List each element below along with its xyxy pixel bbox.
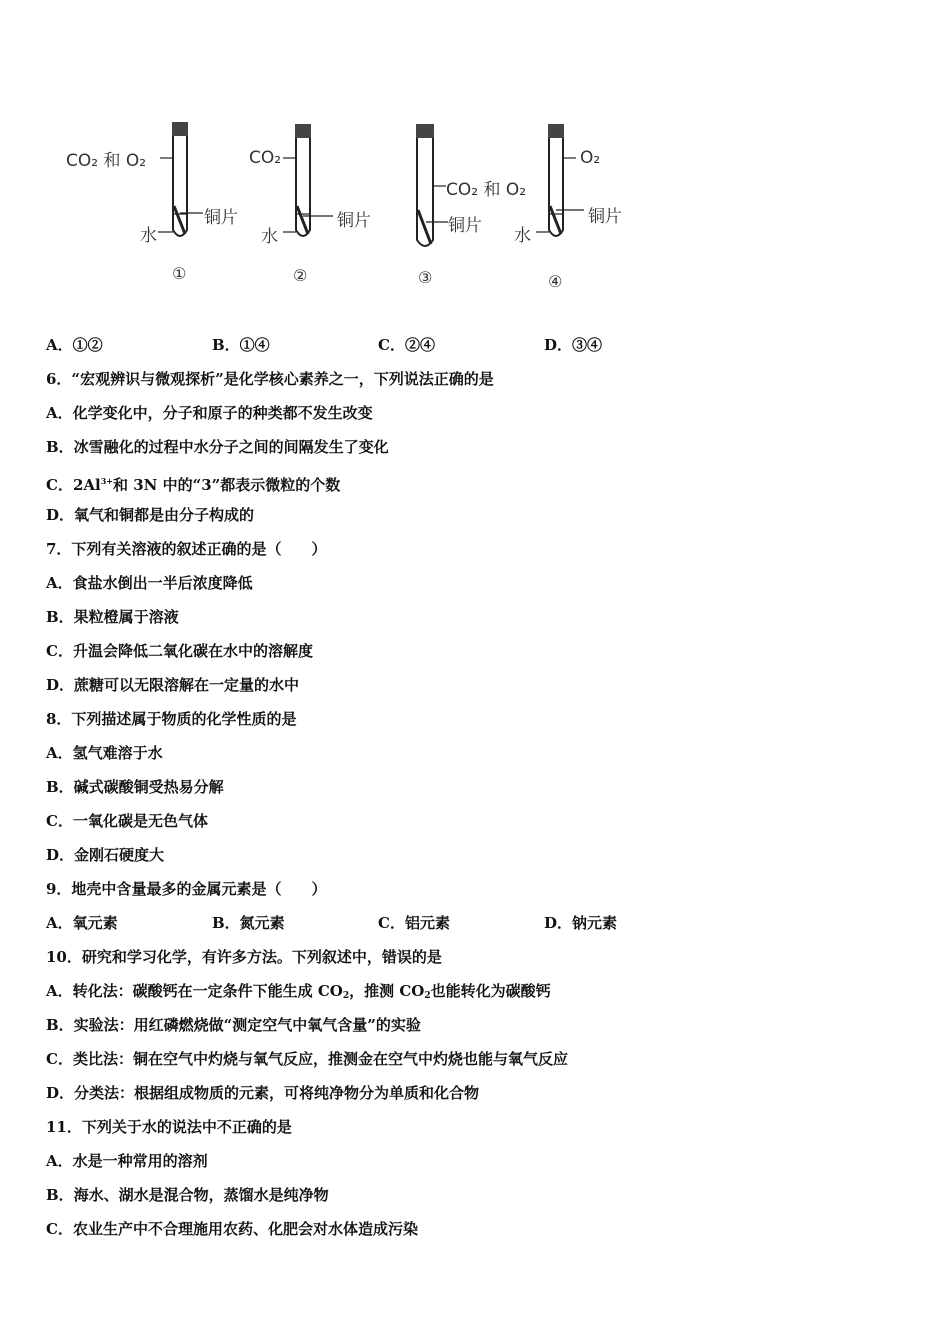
q5-option-c[interactable]: C．②④ bbox=[378, 336, 435, 354]
gas-label: CO₂ 和 O₂ bbox=[66, 151, 147, 171]
q7-option-a[interactable]: A．食盐水倒出一半后浓度降低 bbox=[46, 574, 253, 592]
q7-option-d[interactable]: D．蔗糖可以无限溶解在一定量的水中 bbox=[46, 676, 300, 694]
test-tube-4 bbox=[450, 110, 650, 310]
q6-option-c[interactable] bbox=[46, 471, 340, 495]
q9-option-c[interactable]: C．铝元素 bbox=[378, 914, 450, 932]
q10-option-c[interactable]: C．类比法：铜在空气中灼烧与氧气反应，推测金在空气中灼烧也能与氧气反应 bbox=[46, 1050, 568, 1068]
q11-option-a[interactable]: A．水是一种常用的溶剂 bbox=[46, 1152, 208, 1170]
q6-option-b[interactable]: B．冰雪融化的过程中水分子之间的间隔发生了变化 bbox=[46, 438, 389, 456]
q9-option-b[interactable]: B．氮元素 bbox=[212, 914, 285, 932]
q5-option-d[interactable]: D．③④ bbox=[544, 336, 603, 354]
water-label: 水 bbox=[514, 226, 531, 246]
q9-option-a[interactable]: A．氧元素 bbox=[46, 914, 118, 932]
q10-option-a-part3: 也能转化为碳酸钙 bbox=[430, 982, 551, 1000]
q7-option-b[interactable]: B．果粒橙属于溶液 bbox=[46, 608, 179, 626]
q10-stem: 10．研究和学习化学，有许多方法。下列叙述中，错误的是 bbox=[46, 948, 442, 966]
q10-option-a[interactable] bbox=[46, 981, 551, 1006]
q6-option-c-superscript: 3+ bbox=[100, 476, 113, 486]
copper-label: 铜片 bbox=[204, 208, 238, 228]
q7-stem: 7．下列有关溶液的叙述正确的是（ ） bbox=[46, 540, 327, 558]
q8-option-d[interactable]: D．金刚石硬度大 bbox=[46, 846, 165, 864]
q10-option-a-subscript-1: 2 bbox=[342, 991, 350, 1001]
q6-option-a[interactable]: A．化学变化中，分子和原子的种类都不发生改变 bbox=[46, 404, 373, 422]
q11-stem: 11．下列关于水的说法中不正确的是 bbox=[46, 1118, 292, 1136]
q10-option-d[interactable]: D．分类法：根据组成物质的元素，可将纯净物分为单质和化合物 bbox=[46, 1084, 480, 1102]
q11-option-c[interactable]: C．农业生产中不合理施用农药、化肥会对水体造成污染 bbox=[46, 1220, 418, 1238]
water-label: 水 bbox=[261, 227, 278, 247]
gas-label: O₂ bbox=[580, 148, 601, 168]
q10-option-a-part2: ，推测 CO bbox=[349, 982, 425, 1000]
tube-number: ② bbox=[293, 266, 308, 285]
test-tube-figure bbox=[0, 110, 950, 310]
q6-option-d[interactable]: D．氧气和铜都是由分子构成的 bbox=[46, 506, 255, 524]
q8-option-c[interactable]: C．一氧化碳是无色气体 bbox=[46, 812, 208, 830]
q10-option-b[interactable]: B．实验法：用红磷燃烧做“测定空气中氧气含量”的实验 bbox=[46, 1016, 421, 1034]
q6-option-c-suffix: 和 3N 中的“3”都表示微粒的个数 bbox=[113, 476, 341, 494]
q7-option-c[interactable]: C．升温会降低二氧化碳在水中的溶解度 bbox=[46, 642, 313, 660]
q10-option-a-part1: A．转化法：碳酸钙在一定条件下能生成 CO bbox=[46, 982, 343, 1000]
copper-label: 铜片 bbox=[448, 216, 482, 236]
q8-option-a[interactable]: A．氢气难溶于水 bbox=[46, 744, 163, 762]
tube-number: ④ bbox=[548, 272, 563, 291]
gas-label: CO₂ bbox=[249, 148, 282, 168]
copper-label: 铜片 bbox=[588, 207, 622, 227]
q9-option-d[interactable]: D．钠元素 bbox=[544, 914, 618, 932]
q5-option-b[interactable]: B．①④ bbox=[212, 336, 270, 354]
tube-number: ① bbox=[172, 264, 187, 283]
q6-option-c-prefix: C．2Al bbox=[46, 476, 101, 494]
q9-stem: 9．地壳中含量最多的金属元素是（ ） bbox=[46, 880, 327, 898]
copper-label: 铜片 bbox=[337, 211, 371, 231]
tube-number: ③ bbox=[418, 268, 433, 287]
q11-option-b[interactable]: B．海水、湖水是混合物，蒸馏水是纯净物 bbox=[46, 1186, 329, 1204]
q5-option-a[interactable]: A．①② bbox=[46, 336, 103, 354]
gas-label: CO₂ 和 O₂ bbox=[446, 180, 527, 200]
q8-stem: 8．下列描述属于物质的化学性质的是 bbox=[46, 710, 297, 728]
q6-stem: 6．“宏观辨识与微观探析”是化学核心素养之一，下列说法正确的是 bbox=[46, 370, 494, 388]
water-label: 水 bbox=[140, 226, 157, 246]
q10-option-a-subscript-2: 2 bbox=[424, 991, 431, 1001]
q8-option-b[interactable]: B．碱式碳酸铜受热易分解 bbox=[46, 778, 224, 796]
